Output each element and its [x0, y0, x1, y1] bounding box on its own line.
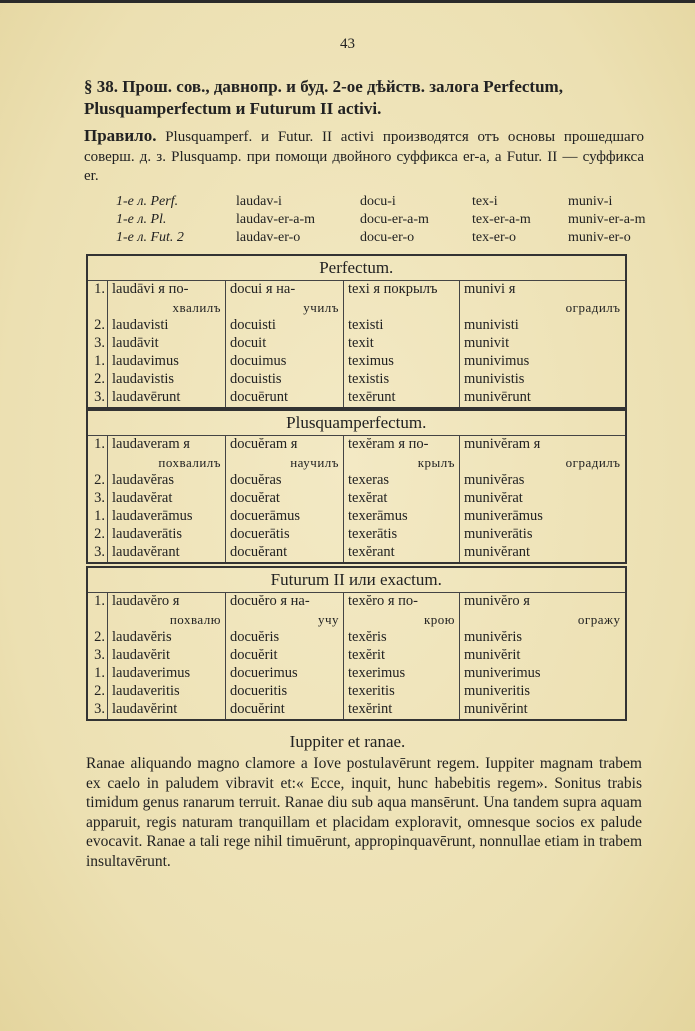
table-cell: munivĕrant	[460, 544, 626, 563]
forms-row	[116, 211, 668, 229]
table-cell: laudavĕrant	[108, 544, 226, 563]
table-cell: docuerātis	[226, 526, 344, 544]
table-cell: хвалилъ	[108, 299, 226, 317]
perfectum-table	[86, 254, 627, 409]
table-row	[87, 299, 626, 317]
table-cell: laudaveram я	[108, 436, 226, 455]
table-row	[87, 629, 626, 647]
table-cell: texistis	[344, 371, 460, 389]
table-cell: munivĕrit	[460, 647, 626, 665]
table-cell: docuĕras	[226, 472, 344, 490]
table-cell: docui я на-	[226, 281, 344, 300]
table-row	[87, 544, 626, 563]
table-cell: laudaveritis	[108, 683, 226, 701]
forms-row	[116, 193, 668, 211]
table-cell: texērunt	[344, 389, 460, 408]
table-cell: docuĕrat	[226, 490, 344, 508]
table-title: Plusquamperfectum.	[87, 410, 626, 436]
person-number	[87, 299, 108, 317]
table-cell: munivĕris	[460, 629, 626, 647]
table-cell: munivistis	[460, 371, 626, 389]
table-cell: laudāvit	[108, 335, 226, 353]
form-cell: laudav-er-o	[236, 230, 301, 245]
table-row	[87, 647, 626, 665]
top-border	[0, 0, 695, 3]
person-number: 1.	[87, 593, 108, 612]
table-cell: laudavĕris	[108, 629, 226, 647]
person-number	[87, 454, 108, 472]
table-cell: munivi я	[460, 281, 626, 300]
table-row	[87, 454, 626, 472]
table-row	[87, 593, 626, 612]
form-label: 1-е л. Pl.	[116, 212, 167, 227]
form-cell: docu-er-a-m	[360, 212, 429, 227]
table-row	[87, 281, 626, 300]
table-cell: texi я покрылъ	[344, 281, 460, 300]
table-cell: muniverātis	[460, 526, 626, 544]
table-cell: munivisti	[460, 317, 626, 335]
futurum-table	[86, 566, 627, 721]
table-cell: teximus	[344, 353, 460, 371]
table-cell: похвалю	[108, 611, 226, 629]
table-title: Perfectum.	[87, 255, 626, 281]
table-cell: laudaverātis	[108, 526, 226, 544]
table-row	[87, 611, 626, 629]
form-cell: muniv-er-a-m	[568, 212, 646, 227]
form-cell: tex-er-o	[472, 230, 517, 245]
table-title: Futurum II или exactum.	[87, 567, 626, 593]
person-number: 2.	[87, 629, 108, 647]
table-row	[87, 526, 626, 544]
form-cell: tex-i	[472, 194, 498, 209]
table-cell: texerātis	[344, 526, 460, 544]
table-cell: laudavimus	[108, 353, 226, 371]
person-number: 3.	[87, 647, 108, 665]
table-cell	[344, 299, 460, 317]
person-number: 1.	[87, 508, 108, 526]
table-cell: docuĕrit	[226, 647, 344, 665]
table-cell: munivĕrint	[460, 701, 626, 720]
forms-row	[116, 229, 668, 247]
table-cell: laudaverimus	[108, 665, 226, 683]
table-cell: оградилъ	[460, 454, 626, 472]
table-row	[87, 508, 626, 526]
table-row	[87, 665, 626, 683]
table-cell: docuerāmus	[226, 508, 344, 526]
table-cell: texĕro я по-	[344, 593, 460, 612]
rule-paragraph	[84, 126, 644, 187]
story-text: Ranae aliquando magno clamore a Iove postulavērunt regem. Iuppiter magnam trabem ex caelo in paludem vibravit et:« Ecce, inquit, hunc habebitis regem». Sonitus trabis timidum genus ranarum terruit. Ranae diu sub aqua mansērunt. Una tandem supra aquam apparuit, regis naturam tranquillam et placidam exploravit, omnesque socios ex palude evocavit. Ranae a tali rege nihil timuērunt, appropinquavērunt, nonnullae etiam in trabem insultavērunt.	[86, 755, 642, 870]
table-title-row	[87, 410, 626, 436]
table-row	[87, 353, 626, 371]
section-heading: § 38. Прош. сов., давнопр. и буд. 2-ое дѣйств. залога Perfectum, Plusquamperfectum и Futurum II activi.	[84, 77, 563, 118]
table-cell: docuērunt	[226, 389, 344, 408]
person-number: 3.	[87, 490, 108, 508]
form-cell: docu-i	[360, 194, 396, 209]
table-cell: laudavĕrat	[108, 490, 226, 508]
table-cell: laudavĕras	[108, 472, 226, 490]
person-number: 2.	[87, 371, 108, 389]
table-cell: laudavērunt	[108, 389, 226, 408]
table-cell: огражу	[460, 611, 626, 629]
table-cell: munivĕro я	[460, 593, 626, 612]
table-cell: munivĕrat	[460, 490, 626, 508]
table-cell: училъ	[226, 299, 344, 317]
rule-label: Правило.	[84, 126, 157, 145]
table-row	[87, 371, 626, 389]
person-number: 2.	[87, 526, 108, 544]
table-cell: docueritis	[226, 683, 344, 701]
form-cell: laudav-er-a-m	[236, 212, 316, 227]
table-row	[87, 701, 626, 720]
table-cell: docuĕrant	[226, 544, 344, 563]
table-row	[87, 436, 626, 455]
table-cell: docuĕrint	[226, 701, 344, 720]
person-number: 1.	[87, 281, 108, 300]
table-cell: texerāmus	[344, 508, 460, 526]
table-cell: laudavĕro я	[108, 593, 226, 612]
form-cell: tex-er-a-m	[472, 212, 531, 227]
table-cell: научилъ	[226, 454, 344, 472]
table-title-row	[87, 255, 626, 281]
table-cell: texit	[344, 335, 460, 353]
table-cell: docuerimus	[226, 665, 344, 683]
table-row	[87, 317, 626, 335]
person-number: 1.	[87, 353, 108, 371]
table-cell: крою	[344, 611, 460, 629]
table-cell: texĕrint	[344, 701, 460, 720]
table-cell: texĕris	[344, 629, 460, 647]
table-cell: munivimus	[460, 353, 626, 371]
table-cell: похвалилъ	[108, 454, 226, 472]
table-cell: laudavisti	[108, 317, 226, 335]
page-number: 43	[340, 36, 355, 52]
table-cell: munivērunt	[460, 389, 626, 408]
table-cell: texisti	[344, 317, 460, 335]
table-cell: laudaverāmus	[108, 508, 226, 526]
table-cell: docuistis	[226, 371, 344, 389]
form-label: 1-е л. Perf.	[116, 194, 179, 209]
person-number: 3.	[87, 701, 108, 720]
person-number: 2.	[87, 683, 108, 701]
table-cell: texeras	[344, 472, 460, 490]
table-cell: docuimus	[226, 353, 344, 371]
table-cell: docuisti	[226, 317, 344, 335]
form-cell: muniv-er-o	[568, 230, 631, 245]
table-title-row	[87, 567, 626, 593]
table-cell: laudāvi я по-	[108, 281, 226, 300]
table-row	[87, 335, 626, 353]
person-number: 3.	[87, 544, 108, 563]
person-number: 2.	[87, 317, 108, 335]
table-cell: muniveritis	[460, 683, 626, 701]
person-number: 1.	[87, 436, 108, 455]
form-label: 1-е л. Fut. 2	[116, 230, 184, 245]
form-cell: laudav-i	[236, 194, 282, 209]
table-cell: texĕram я по-	[344, 436, 460, 455]
table-cell: docuĕram я	[226, 436, 344, 455]
table-cell: оградилъ	[460, 299, 626, 317]
table-row	[87, 389, 626, 408]
table-cell: munivit	[460, 335, 626, 353]
table-cell: texeritis	[344, 683, 460, 701]
table-cell: texerimus	[344, 665, 460, 683]
table-cell: texĕrat	[344, 490, 460, 508]
table-cell: muniverimus	[460, 665, 626, 683]
plusquamperfectum-table	[86, 409, 627, 564]
table-cell: учу	[226, 611, 344, 629]
person-number: 1.	[87, 665, 108, 683]
person-number: 2.	[87, 472, 108, 490]
table-cell: laudavĕrit	[108, 647, 226, 665]
table-cell: docuĕris	[226, 629, 344, 647]
person-number: 3.	[87, 389, 108, 408]
table-cell: docuĕro я на-	[226, 593, 344, 612]
table-cell: muniverāmus	[460, 508, 626, 526]
person-number	[87, 611, 108, 629]
table-cell: texĕrit	[344, 647, 460, 665]
table-row	[87, 490, 626, 508]
table-cell: munivĕras	[460, 472, 626, 490]
table-cell: laudavistis	[108, 371, 226, 389]
table-cell: texĕrant	[344, 544, 460, 563]
forms-list	[116, 193, 668, 247]
rule-text: Plusquamperf. и Futur. II activi производятся отъ основы прошедшаго соверш. д. з. Plusquamp. при помощи двойного суффикса er-a, а Futur. II — суффикса er.	[84, 129, 644, 184]
table-cell: docuit	[226, 335, 344, 353]
story-title: Iuppiter et ranae.	[289, 732, 406, 751]
form-cell: muniv-i	[568, 194, 613, 209]
table-cell: laudavĕrint	[108, 701, 226, 720]
table-row	[87, 472, 626, 490]
form-cell: docu-er-o	[360, 230, 415, 245]
table-cell: крылъ	[344, 454, 460, 472]
table-row	[87, 683, 626, 701]
table-cell: munivĕram я	[460, 436, 626, 455]
person-number: 3.	[87, 335, 108, 353]
